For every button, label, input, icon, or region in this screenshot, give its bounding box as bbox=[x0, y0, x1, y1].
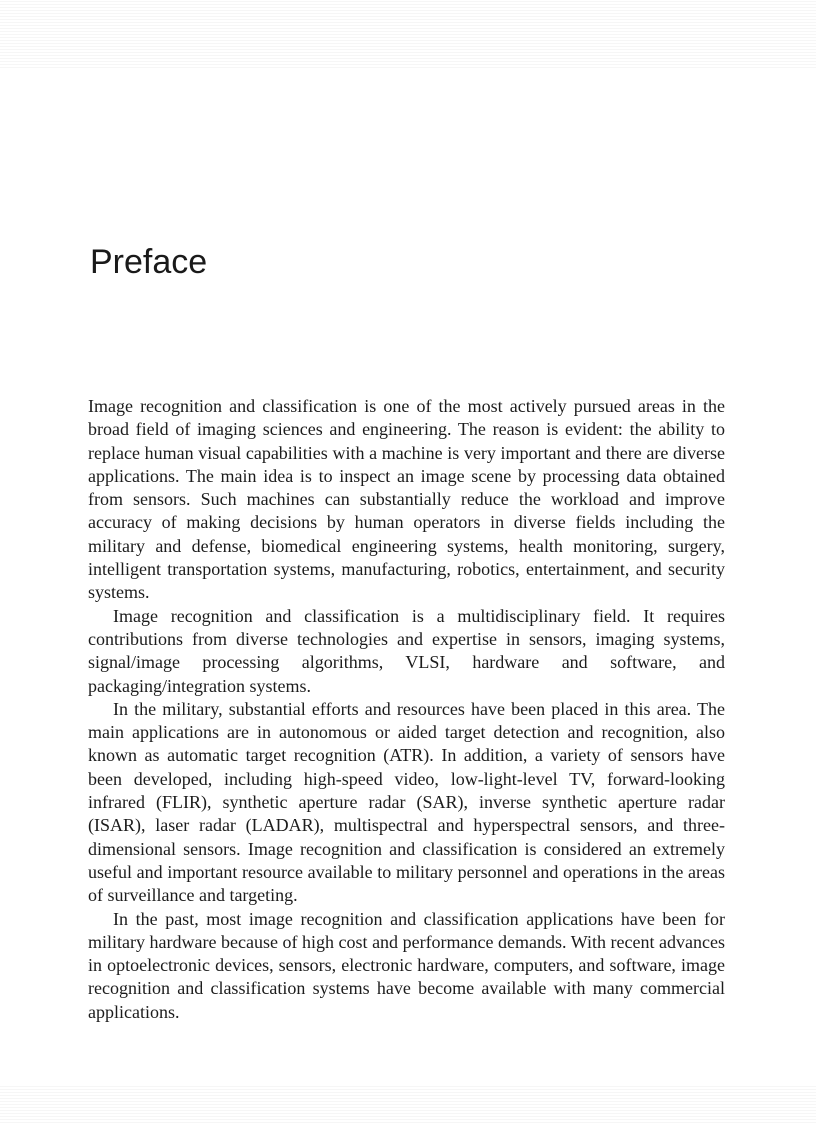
scan-texture-top bbox=[0, 0, 816, 68]
paragraph-3: In the military, substantial efforts and resources have been placed in this area. The main applications are in autonomous or aided target detection and recognition, also known as automatic target recognition (ATR). In addition, a variety of sensors have been developed, including high-speed video, low-light-level TV, forward-looking infrared (FLIR), synthetic aperture radar (SAR), inverse synthetic aperture radar (ISAR), laser radar (LADAR), multispectral and hyperspectral sensors, and three-dimensional sensors. Image recognition and classification is considered an extremely useful and important resource available to military personnel and operations in the areas of surveillance and targeting. bbox=[88, 698, 725, 906]
paragraph-1: Image recognition and classification is one of the most actively pursued areas in the broad field of imaging sciences and engineering. The reason is evident: the ability to replace human visual capabilities with a machine is very important and there are diverse applications. The main idea is to inspect an image scene by processing data obtained from sensors. Such machines can substantially reduce the workload and improve accuracy of making decisions by human operators in diverse fields including the military and defense, biomedical engineering systems, health monitoring, surgery, intelligent transportation systems, manufacturing, robotics, entertainment, and security systems. bbox=[88, 396, 725, 603]
scan-texture-bottom bbox=[0, 1085, 816, 1123]
chapter-title: Preface bbox=[90, 243, 208, 281]
paragraph-4: In the past, most image recognition and classification applications have been for military hardware because of high cost and performance demands. With recent advances in optoelectronic devices, sensors, electronic hardware, computers, and software, image recognition and classification systems have become available with many commercial applications. bbox=[88, 908, 725, 1022]
paragraph-2: Image recognition and classification is a multidisciplinary field. It requires contributions from diverse technologies and expertise in sensors, imaging systems, signal/image processing algorithms, VLSI, hardware and software, and packaging/integration systems. bbox=[88, 605, 725, 696]
preface-body bbox=[88, 395, 725, 1024]
